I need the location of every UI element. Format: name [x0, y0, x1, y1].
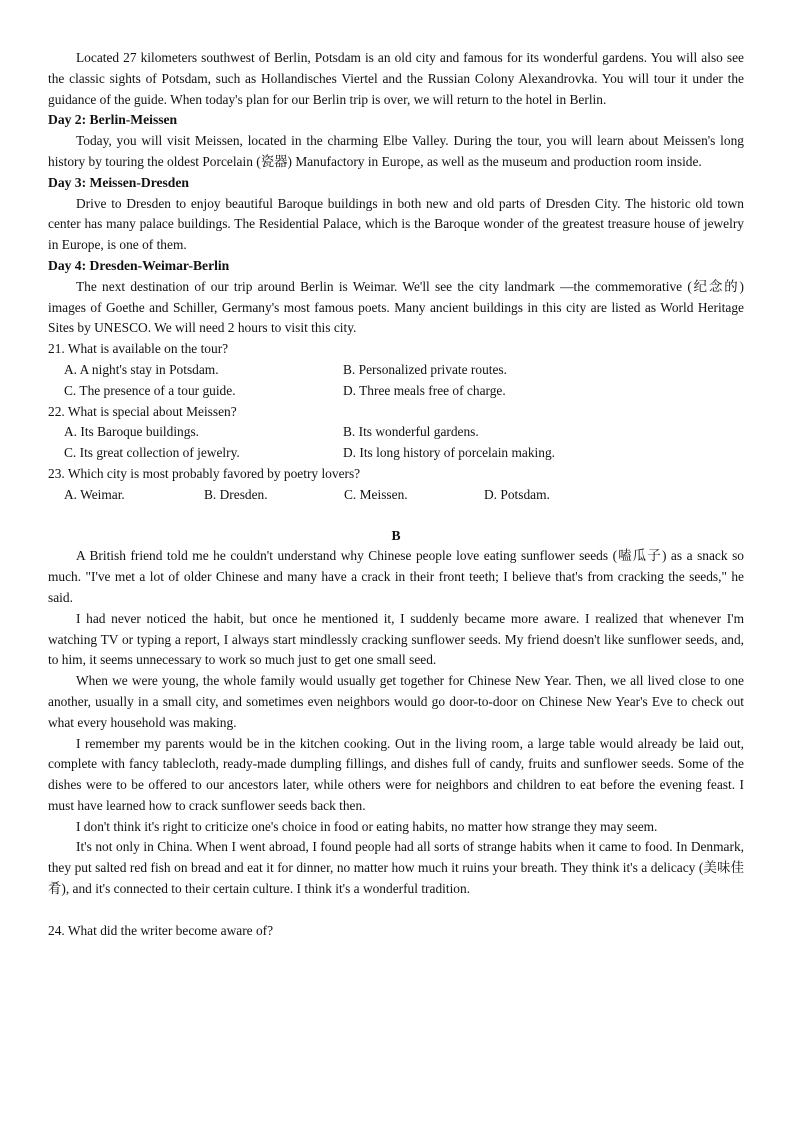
- question-21-option-d: D. Three meals free of charge.: [343, 382, 506, 398]
- question-21-option-a: A. A night's stay in Potsdam.: [64, 361, 219, 377]
- question-23-option-b: B. Dresden.: [204, 486, 268, 502]
- day-2-heading: Day 2: Berlin-Meissen: [48, 112, 178, 128]
- question-21-options-row2: [48, 381, 744, 402]
- question-24-stem: 24. What did the writer become aware of?: [48, 922, 274, 938]
- question-23-options: [48, 485, 744, 506]
- question-22-options-row2: [48, 443, 744, 464]
- exam-page: [48, 48, 744, 942]
- passage-b-paragraph-6: It's not only in China. When I went abroad, I found people had all sorts of strange habits when it came to food. In Denmark, they put salted red fish on bread and eat it for dinner, no matter how much it ruins your breath. They think it's a delicacy (美味佳肴), and it's connected to their certain culture. I think it's a wonderful tradition.: [48, 839, 744, 897]
- day-3-text: Drive to Dresden to enjoy beautiful Baroque buildings in both new and old parts of Dresden City. The historic old town center has many palace buildings. The Residential Palace, which is the Baroque wonder of the greatest treasure house of jewelry in Europe, is one of them.: [48, 195, 744, 253]
- passage-b-paragraph-1: A British friend told me he couldn't understand why Chinese people love eating sunflower seeds (嗑瓜子) as a snack so much. "I've met a lot of older Chinese and many have a crack in their front teeth; I believe that's from cracking the seeds," he said.: [48, 548, 744, 605]
- question-21-options-row1: [48, 360, 744, 381]
- question-23-option-c: C. Meissen.: [344, 486, 408, 502]
- question-23-option-d: D. Potsdam.: [484, 486, 550, 502]
- question-22-option-a: A. Its Baroque buildings.: [64, 424, 200, 440]
- question-21-option-c: C. The presence of a tour guide.: [64, 382, 236, 398]
- day-2-text: Today, you will visit Meissen, located in the charming Elbe Valley. During the tour, you will learn about Meissen's long history by touring the oldest Porcelain (瓷器) Manufactory in Europe, as well as the museum and production room inside.: [48, 133, 744, 169]
- question-21-option-b: B. Personalized private routes.: [343, 361, 507, 377]
- question-23-option-a: A. Weimar.: [64, 486, 125, 502]
- question-22-option-d: D. Its long history of porcelain making.: [343, 445, 555, 461]
- section-b-label: B: [391, 527, 401, 543]
- passage-b-paragraph-2: I had never noticed the habit, but once he mentioned it, I suddenly became more aware. I realized that whenever I'm watching TV or typing a report, I always start mindlessly cracking sunflower seeds. My friend doesn't like sunflower seeds, and, to him, it seems unnecessary to work so much just to get one small seed.: [48, 610, 744, 668]
- passage-b-paragraph-3: When we were young, the whole family would usually get together for Chinese New Year. Then, we all lived close to one another, usually in a small city, and sometimes even neighbors would go door-to-door on Chinese New Year's Eve to check out what every household was making.: [48, 673, 744, 730]
- spacer: [48, 900, 744, 921]
- question-22-options-row1: [48, 422, 744, 443]
- day-4-heading: Day 4: Dresden-Weimar-Berlin: [48, 257, 230, 273]
- question-22-option-b: B. Its wonderful gardens.: [343, 424, 479, 440]
- question-22-option-c: C. Its great collection of jewelry.: [64, 445, 240, 461]
- day-3-heading: Day 3: Meissen-Dresden: [48, 174, 189, 190]
- day-4-text: The next destination of our trip around Berlin is Weimar. We'll see the city landmark —the commemorative (纪念的) images of Goethe and Schiller, Germany's most famous poets. Many ancient buildings in this city are listed as World Heritage Sites by UNESCO. We will need 2 hours to visit this city.: [48, 278, 744, 336]
- intro-paragraph: Located 27 kilometers southwest of Berlin, Potsdam is an old city and famous for its wonderful gardens. You will also see the classic sights of Potsdam, such as Hollandisches Viertel and the Russian Colony Alexandrovka. You will tour it under the guidance of the guide. When today's plan for our Berlin trip is over, we will return to the hotel in Berlin.: [48, 50, 744, 107]
- passage-b-paragraph-5: I don't think it's right to criticize one's choice in food or eating habits, no matter how strange they may seem.: [76, 818, 658, 834]
- question-21-stem: 21. What is available on the tour?: [48, 341, 229, 357]
- passage-b-paragraph-4: I remember my parents would be in the kitchen cooking. Out in the living room, a large table would already be laid out, complete with fancy tablecloth, ready-made dumpling fillings, and dishes full of candy, fruits and sunflower seeds. Some of the dishes were to be offered to our ancestors later, while others were for neighbors and children to eat before the evening feast. I must have learned how to crack sunflower seeds back then.: [48, 735, 744, 813]
- question-23-stem: 23. Which city is most probably favored by poetry lovers?: [48, 465, 361, 481]
- question-22-stem: 22. What is special about Meissen?: [48, 403, 237, 419]
